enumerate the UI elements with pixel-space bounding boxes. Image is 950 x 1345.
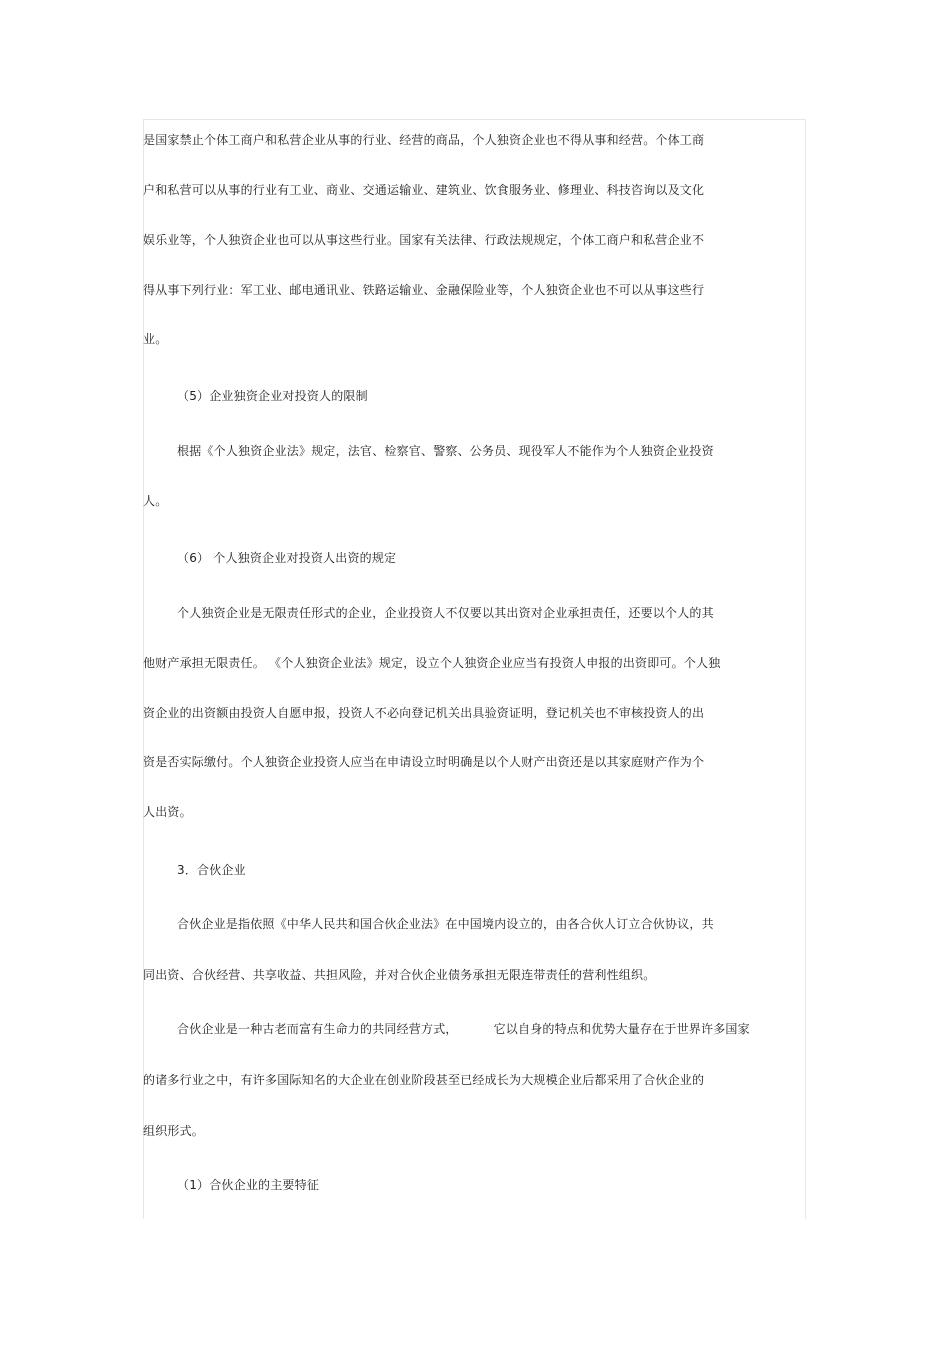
paragraph-line: 他财产承担无限责任。 《个人独资企业法》规定，设立个人独资企业应当有投资人申报的出资即可。个人独 <box>143 656 721 670</box>
section-heading: （6） 个人独资企业对投资人出资的规定 <box>177 551 397 565</box>
paragraph-line: 业。 <box>143 332 168 346</box>
paragraph-line: 户和私营可以从事的行业有工业、商业、交通运输业、建筑业、饮食服务业、修理业、科技咨询以及文化 <box>143 183 705 197</box>
paragraph-line: 根据《个人独资企业法》规定，法官、检察官、警察、公务员、现役军人不能作为个人独资企业投资 <box>177 444 714 458</box>
paragraph-line: 的诸多行业之中，有许多国际知名的大企业在创业阶段甚至已经成长为大规模企业后都采用了合伙企业的 <box>143 1073 705 1087</box>
paragraph-line: 同出资、合伙经营、共享收益、共担风险，并对合伙企业债务承担无限连带责任的营利性组织。 <box>143 968 656 982</box>
paragraph-line: 资企业的出资额由投资人自愿申报，投资人不必向登记机关出具验资证明，登记机关也不审核投资人的出 <box>143 706 705 720</box>
paragraph-line: 是国家禁止个体工商户和私营企业从事的行业、经营的商品，个人独资企业也不得从事和经营。个体工商 <box>143 133 705 147</box>
paragraph-line: 组织形式。 <box>143 1124 205 1138</box>
paragraph-line <box>177 1022 750 1036</box>
section-heading: （5）企业独资企业对投资人的限制 <box>177 389 368 403</box>
paragraph-line: 个人独资企业是无限责任形式的企业，企业投资人不仅要以其出资对企业承担责任，还要以个人的其 <box>177 606 714 620</box>
paragraph-line: 娱乐业等，个人独资企业也可以从事这些行业。国家有关法律、行政法规规定，个体工商户和私营企业不 <box>143 233 705 247</box>
section-heading: （1）合伙企业的主要特征 <box>177 1178 320 1192</box>
paragraph-line: 得从事下列行业：军工业、邮电通讯业、铁路运输业、金融保险业等，个人独资企业也不可以从事这些行 <box>143 283 705 297</box>
paragraph-line: 合伙企业是指依照《中华人民共和国合伙企业法》在中国境内设立的，由各合伙人订立合伙协议，共 <box>177 917 714 931</box>
paragraph-segment: 它以自身的特点和优势大量存在于世界许多国家 <box>493 1022 750 1036</box>
paragraph-line: 资是否实际缴付。个人独资企业投资人应当在申请设立时明确是以个人财产出资还是以其家庭财产作为个 <box>143 755 705 769</box>
section-heading: 3．合伙企业 <box>177 863 246 877</box>
paragraph-line: 人出资。 <box>143 805 192 819</box>
paragraph-line: 人。 <box>143 494 168 508</box>
paragraph-segment: 合伙企业是一种古老而富有生命力的共同经营方式， <box>177 1022 458 1036</box>
